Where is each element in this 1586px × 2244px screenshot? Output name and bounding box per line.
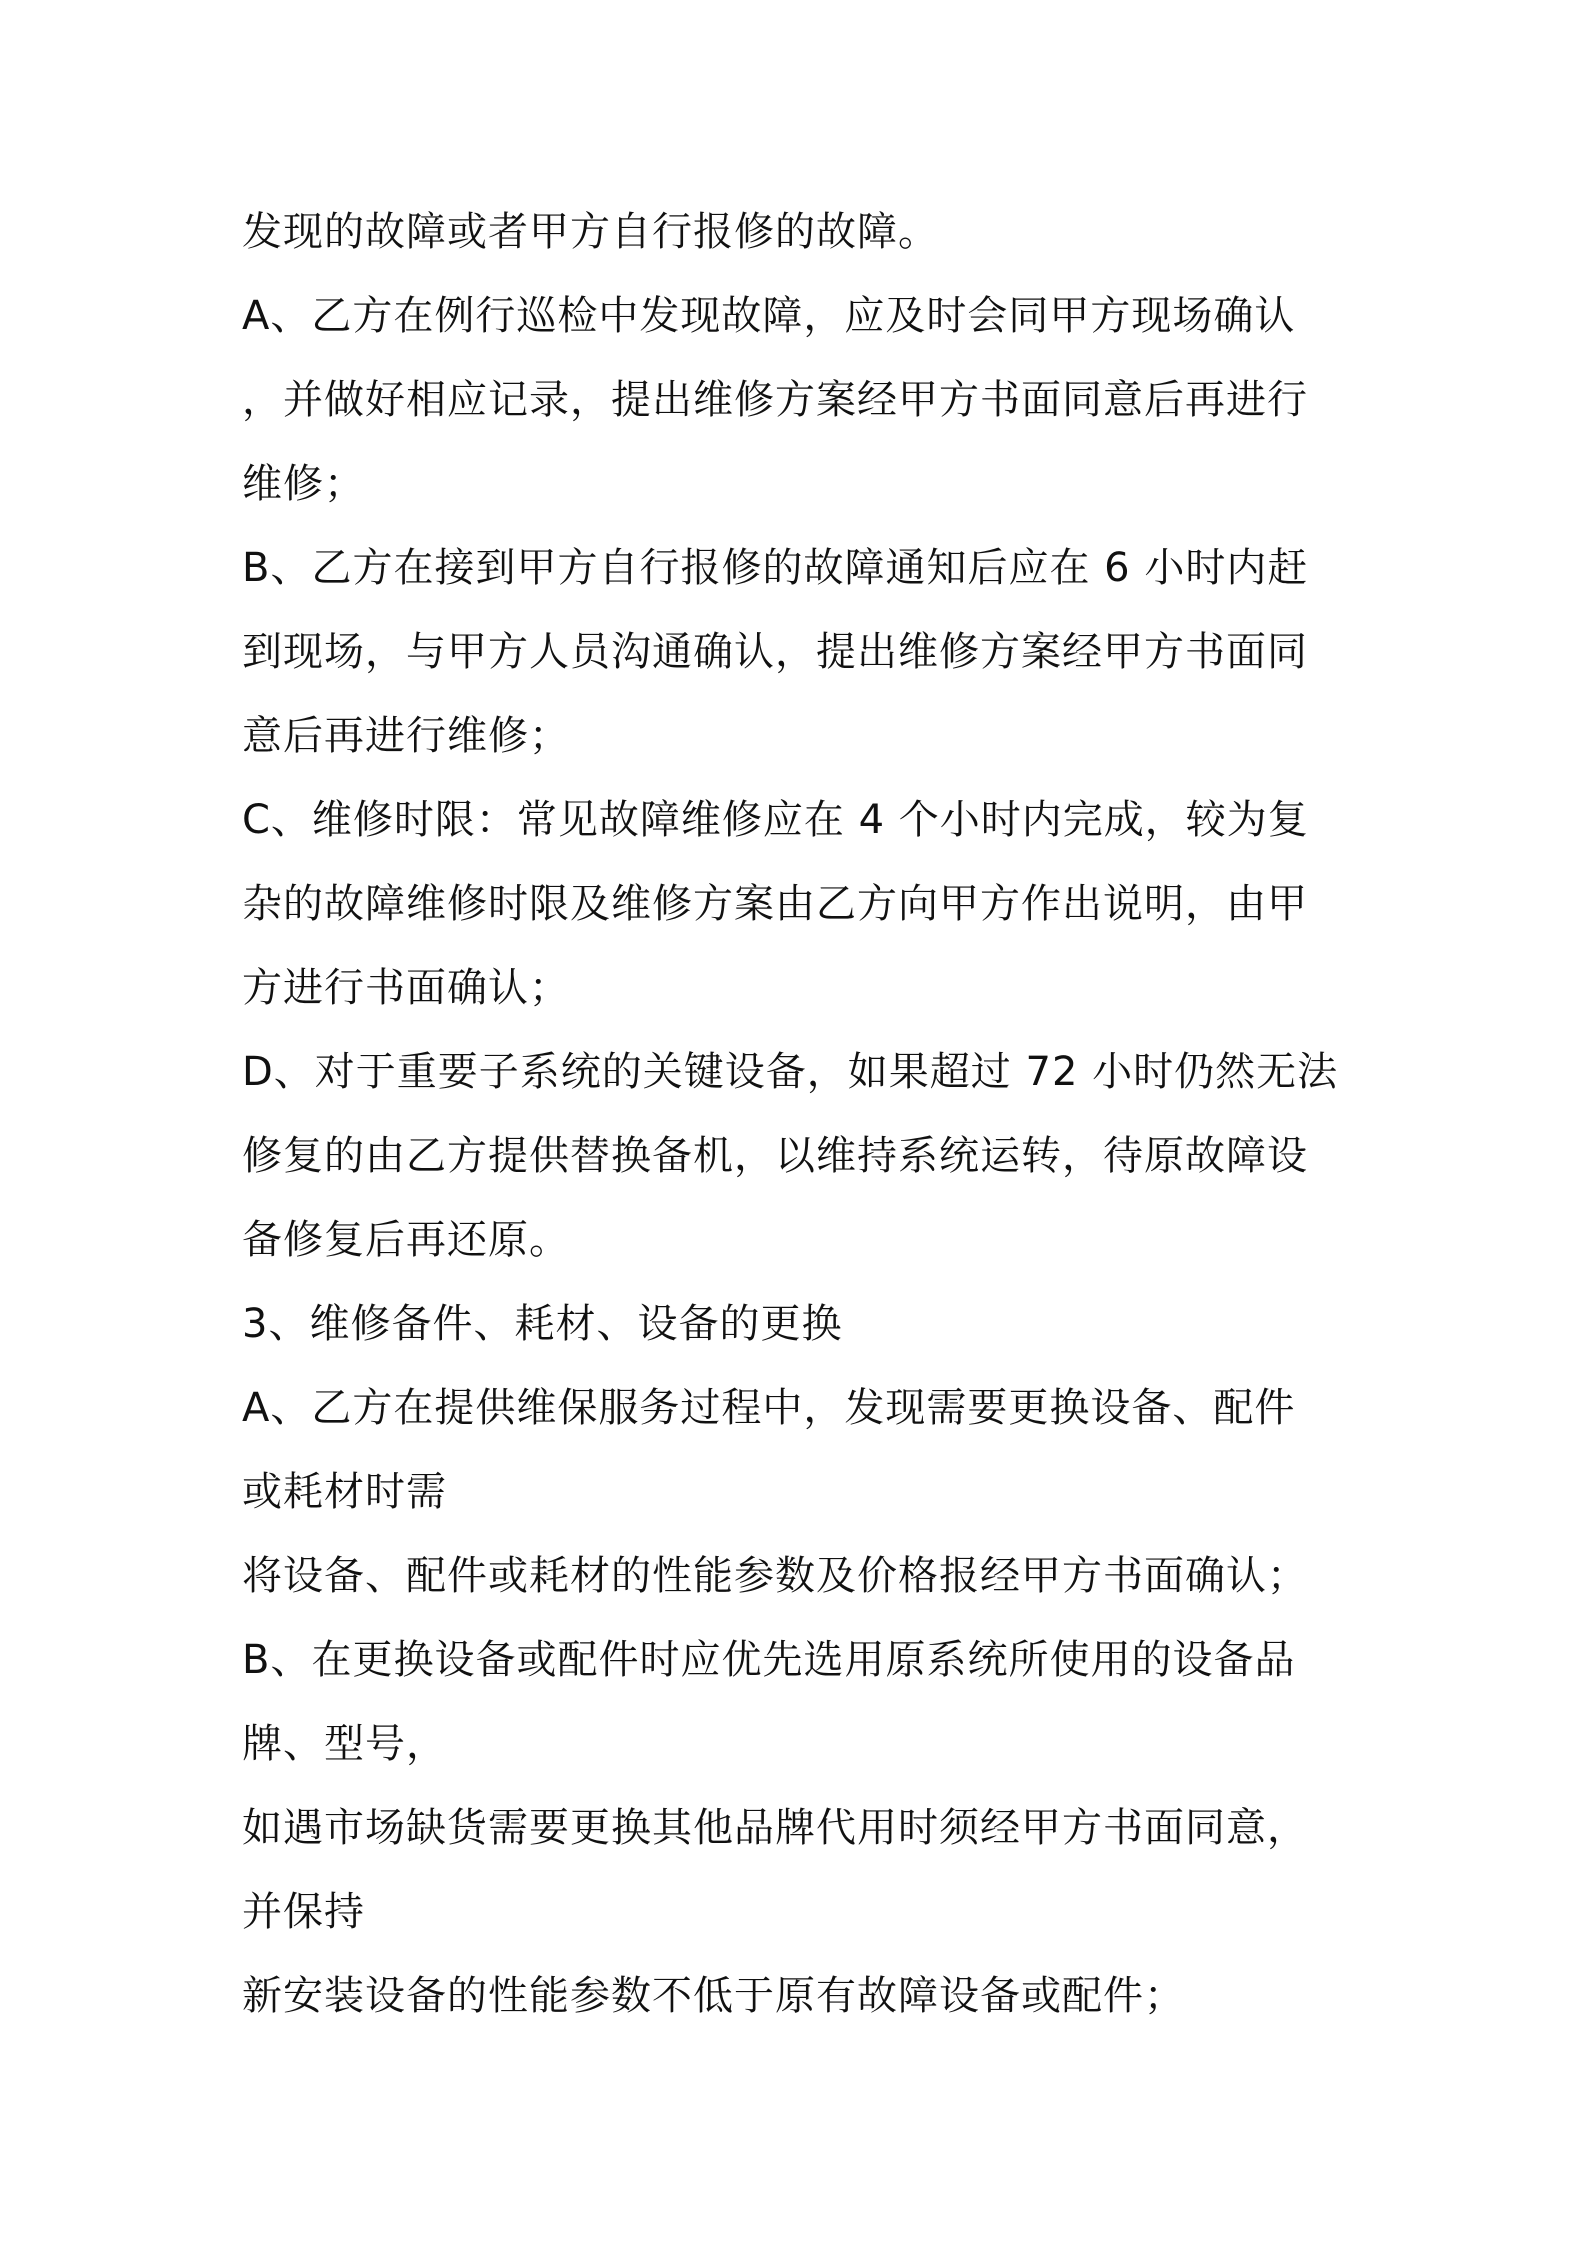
- text-line: 维修；: [242, 461, 365, 507]
- text-line: 方进行书面确认；: [242, 965, 570, 1011]
- text-line: 新安装设备的性能参数不低于原有故障设备或配件；: [242, 1973, 1185, 2019]
- text-line: 如遇市场缺货需要更换其他品牌代用时须经甲方书面同意，: [242, 1805, 1308, 1851]
- text-line: A、乙方在例行巡检中发现故障，应及时会同甲方现场确认: [242, 293, 1296, 339]
- text-line: D、对于重要子系统的关键设备，如果超过 72 小时仍然无法: [242, 1049, 1339, 1095]
- text-line: 修复的由乙方提供替换备机，以维持系统运转，待原故障设: [242, 1133, 1308, 1179]
- text-line: 牌、型号，: [242, 1721, 447, 1767]
- document-body: [242, 190, 1362, 2038]
- text-line: 意后再进行维修；: [242, 713, 570, 759]
- text-line: ，并做好相应记录，提出维修方案经甲方书面同意后再进行: [242, 377, 1308, 423]
- text-line: 到现场，与甲方人员沟通确认，提出维修方案经甲方书面同: [242, 629, 1308, 675]
- text-line: A、乙方在提供维保服务过程中，发现需要更换设备、配件: [242, 1385, 1296, 1431]
- text-line: C、维修时限：常见故障维修应在 4 个小时内完成，较为复: [242, 797, 1309, 843]
- text-line: B、在更换设备或配件时应优先选用原系统所使用的设备品: [242, 1637, 1296, 1683]
- text-line: 将设备、配件或耗材的性能参数及价格报经甲方书面确认；: [242, 1553, 1308, 1599]
- text-line: 或耗材时需: [242, 1469, 447, 1515]
- text-line: B、乙方在接到甲方自行报修的故障通知后应在 6 小时内赶: [242, 545, 1309, 591]
- text-line: 并保持: [242, 1889, 365, 1935]
- text-line: 发现的故障或者甲方自行报修的故障。: [242, 209, 939, 255]
- text-line: 杂的故障维修时限及维修方案由乙方向甲方作出说明，由甲: [242, 881, 1308, 927]
- section-heading: 3、维修备件、耗材、设备的更换: [242, 1301, 843, 1347]
- text-line: 备修复后再还原。: [242, 1217, 570, 1263]
